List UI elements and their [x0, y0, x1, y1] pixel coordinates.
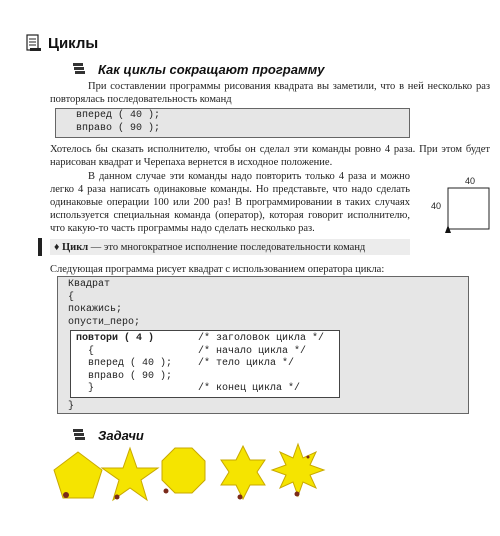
code-line: }: [68, 401, 75, 412]
paragraph-operator: В данном случае эти команды надо повторить только 4 раза и можно легко 4 раза написать одинаковые команды. Но представьте, что надо сделать одинаковые операции 100 или 200 раз! В программировании в таких случаях используется специальная команда (оператор), которая говорит исполнителю, что какую-то часть программы надо сделать несколько раз.: [50, 171, 410, 234]
star6-icon: [221, 446, 265, 500]
code-line: {: [76, 345, 95, 357]
code-comment: /* начало цикла */: [198, 345, 307, 357]
page-title: Циклы: [48, 35, 99, 52]
definition-marker: [38, 238, 42, 256]
star5-icon: [102, 448, 158, 500]
code-comment: /* заголовок цикла */: [198, 333, 325, 344]
code-line: вправо ( 90 );: [76, 122, 161, 134]
code-comment: /* конец цикла */: [198, 383, 301, 394]
code-line: {: [68, 291, 75, 303]
code-line: вперед ( 40 );: [76, 110, 161, 121]
figure-top-label: 40: [465, 176, 476, 186]
definition-body: — это многократное исполнение последовательности команд: [88, 242, 366, 253]
section-heading-loops: Как циклы сокращают программу: [98, 62, 325, 77]
loop-header-code: повтори ( 4 ): [76, 333, 155, 344]
paragraph-repeat: Хотелось бы сказать исполнителю, чтобы он сделал эти команды ровно 4 раза. При этом будет нарисован квадрат и Черепаха вернется в исходное положение.: [50, 144, 490, 168]
code-block-commands: [55, 108, 410, 138]
code-block-loop: [70, 330, 340, 398]
code-line: покажись;: [68, 304, 123, 315]
pentagon-icon: [54, 452, 102, 498]
code-block-program: [57, 276, 469, 414]
code-line: вправо ( 90 );: [76, 370, 173, 382]
star8-icon: [272, 444, 324, 497]
stack-icon: [72, 62, 86, 76]
square-figure: [444, 187, 492, 240]
code-line: Квадрат: [68, 279, 111, 290]
task-shapes: [50, 440, 330, 515]
intro-paragraph: При составлении программы рисования квадрата вы заметили, что в ней несколько раз повторялась последовательность команд: [50, 81, 490, 105]
octagon-icon: [162, 448, 205, 494]
bullet-icon: ♦: [54, 242, 60, 253]
code-line: вперед ( 40 );: [76, 358, 173, 369]
document-icon: [26, 34, 42, 52]
definition-text: [54, 241, 365, 254]
figure-left-label: 40: [431, 201, 442, 211]
code-comment: /* тело цикла */: [198, 358, 295, 369]
program-intro: Следующая программа рисует квадрат с использованием оператора цикла:: [50, 264, 385, 275]
section-heading-tasks: Задачи: [98, 428, 144, 443]
code-line: опусти_перо;: [68, 316, 141, 328]
definition-term: Цикл: [61, 242, 89, 253]
code-line: }: [76, 383, 95, 394]
